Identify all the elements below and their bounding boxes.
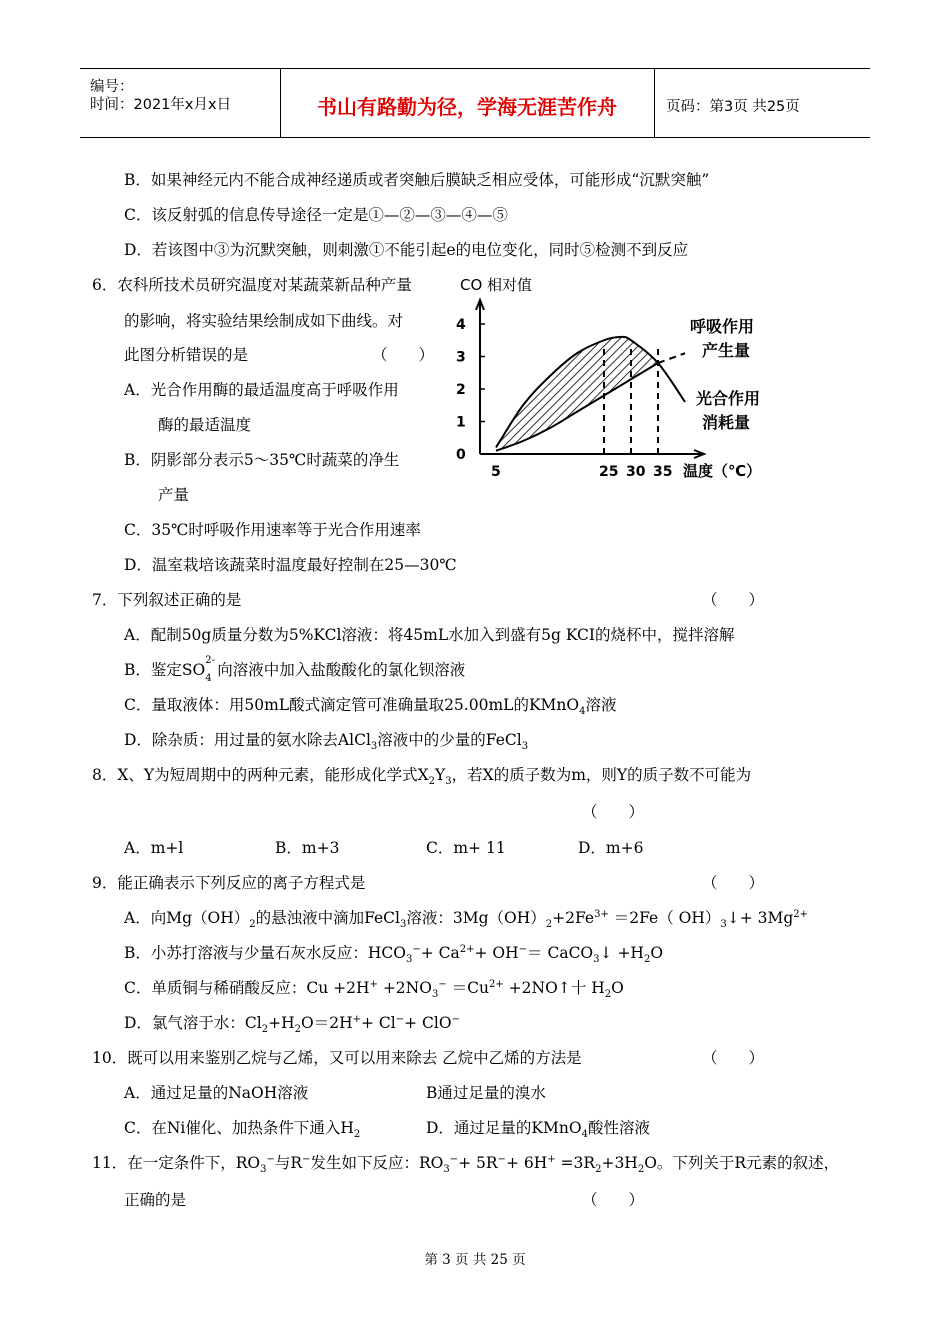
q7-stem: 7．下列叙述正确的是: [92, 591, 242, 609]
q6-option-b1: B．阴影部分表示5～35℃时蔬菜的净生: [124, 451, 400, 469]
q10-option-b: B通过足量的溴水: [426, 1084, 546, 1102]
q7d-mid: 溶液中的少量的FeCl: [377, 731, 522, 749]
q9b-p4: 2+: [459, 943, 475, 955]
q9a-t0: A．向Mg（OH）: [124, 909, 250, 927]
q9b-t5: + OH: [474, 944, 519, 962]
q10d-post: 酸性溶液: [587, 1119, 650, 1137]
q9b-s8: 3: [593, 954, 600, 966]
header-number-label: 编号：: [90, 79, 134, 95]
q5-option-d: D．若该图中③为沉默突触，则刺激①不能引起e的电位变化，同时⑤检测不到反应: [124, 241, 689, 259]
q9a-t6: +2Fe: [552, 909, 595, 927]
q8-mid: Y: [435, 766, 446, 784]
series-respiration-dashed-line: [658, 353, 685, 363]
x-tick-label: 35: [653, 464, 673, 480]
q6-option-a2: 酶的最适温度: [158, 416, 252, 434]
q9b-t3: + Ca: [420, 944, 460, 962]
q9c-t9: O: [611, 979, 624, 997]
q5-option-b: B．如果神经元内不能合成神经递质或者突触后膜缺乏相应受体，可能形成“沉默突触”: [124, 171, 710, 189]
q9a-s1: 2: [249, 919, 256, 931]
q9c-t5: ＝Cu: [446, 979, 489, 997]
q9a-s3: 3: [400, 919, 407, 931]
header-motto-cell: [280, 69, 655, 137]
q9b-t9: ↓ +H: [599, 944, 644, 962]
header-meta-cell: [80, 69, 281, 137]
q7b-post: 向溶液中加入盐酸酸化的氯化钡溶液: [217, 661, 466, 679]
q10-option-d: [426, 1118, 650, 1141]
header-date-label: 时间：2021年x月x日: [90, 97, 232, 113]
q6-option-d: D．温室栽培该蔬菜时温度最好控制在25—30℃: [124, 556, 457, 574]
q11-t16: O。下列关于R元素的叙述，: [644, 1154, 840, 1172]
q9a-p11: 2+: [793, 908, 809, 920]
q8-answer-paren: （ ）: [582, 803, 645, 821]
q9b-p6: −: [518, 943, 528, 955]
q10c-pre: C．在Ni催化、加热条件下通入H: [124, 1119, 354, 1137]
q7c-pre: C．量取液体：用50mL酸式滴定管可准确量取25.00mL的KMnO: [124, 696, 580, 714]
q11-s13: 2: [595, 1164, 602, 1176]
q8-option-c: C．m+ 11: [426, 839, 506, 857]
q10-option-c: [124, 1118, 361, 1141]
q11-s15: 2: [637, 1164, 645, 1176]
q8-option-b: B．m+3: [275, 839, 340, 857]
q11-s6: 3: [443, 1164, 450, 1176]
photosynthesis-label-line2: 消耗量: [702, 413, 751, 432]
respiration-label-line2: 产生量: [702, 341, 751, 360]
q7-option-a: A．配制50g质量分数为5%KCl溶液：将45mL水加入到盛有5g KCI的烧杯中，搅拌溶解: [124, 626, 735, 644]
q9c-p1: +: [369, 978, 378, 990]
q9c-s8: 2: [604, 989, 612, 1001]
q11-stem: [92, 1153, 840, 1176]
q6-stem-line1: 6．农科所技术员研究温度对某蔬菜新品种产量: [92, 276, 412, 294]
q10-answer-paren: （ ）: [702, 1049, 765, 1067]
q9b-p2: −: [412, 943, 421, 955]
q10-stem: 10．既可以用来鉴别乙烷与乙烯，又可以用来除去 乙烷中乙烯的方法是: [92, 1049, 582, 1067]
q11-t5: 发生如下反应：RO: [310, 1154, 444, 1172]
q7c-sub: 4: [579, 706, 586, 718]
x-tick-label: 25: [599, 464, 619, 480]
q6-chart: [440, 272, 800, 492]
q11-p2: −: [266, 1153, 275, 1165]
y-tick-label: 3: [456, 349, 466, 366]
q11-s1: 3: [260, 1164, 267, 1176]
q9a-p7: 3+: [594, 908, 609, 920]
q7-option-b: B．鉴定SO 2- 4 向溶液中加入盐酸酸化的氯化钡溶液: [124, 655, 466, 684]
q9d-p5: +: [352, 1013, 361, 1025]
q9-option-c: [124, 978, 624, 1001]
q8-option-a: A．m+l: [124, 839, 184, 857]
q10-option-a: A．通过足量的NaOH溶液: [124, 1084, 309, 1102]
chart-xlabel: 温度（℃）: [683, 462, 762, 480]
y-tick-label: 4: [456, 317, 466, 333]
q7-option-c: [124, 695, 617, 718]
q9d-p7: −: [395, 1013, 405, 1025]
q7b-pre: B．鉴定SO: [124, 661, 206, 679]
q9c-t2: +2NO: [377, 979, 432, 997]
q11-p7: −: [449, 1153, 459, 1165]
q9b-t7: ＝ CaCO: [527, 944, 594, 962]
q6-stem-line3: 此图分析错误的是: [124, 346, 249, 364]
q9d-t4: O＝2H: [301, 1014, 353, 1032]
q9a-t2: 的悬浊液中滴加FeCl: [255, 909, 400, 927]
q9b-s1: 3: [405, 954, 413, 966]
q9c-p4: −: [438, 978, 447, 990]
q11-t0: 11．在一定条件下，RO: [92, 1154, 261, 1172]
q9a-s5: 2: [545, 919, 553, 931]
q9-stem: 9．能正确表示下列反应的离子方程式是: [92, 874, 366, 892]
q6-option-a1: A．光合作用酶的最适温度高于呼吸作用: [124, 381, 399, 399]
q9d-t2: +H: [268, 1014, 295, 1032]
q7c-post: 溶液: [585, 696, 617, 714]
q9a-t4: 溶液：3Mg（OH）: [406, 909, 546, 927]
y-tick-label: 2: [456, 382, 466, 398]
page-footer: 第 3 页 共 25 页: [424, 1252, 526, 1268]
respiration-label-line1: 呼吸作用: [690, 317, 755, 336]
q8-option-d: D．m+6: [578, 839, 644, 857]
q11-p11: +: [547, 1153, 556, 1165]
q6-answer-paren: （ ）: [372, 346, 435, 364]
q9a-t10: ↓+ 3Mg: [726, 909, 794, 927]
q8-post: ，若X的质子数为m，则Y的质子数不可能为: [451, 766, 752, 784]
q11-t3: 与R: [274, 1154, 303, 1172]
q7-option-d: [124, 730, 529, 753]
q11-t12: =3R: [555, 1154, 596, 1172]
q6-option-b2: 产量: [158, 486, 190, 504]
q7d-pre: D．除杂质：用过量的氨水除去AlCl: [124, 731, 371, 749]
q6-option-c: C．35℃时呼吸作用速率等于光合作用速率: [124, 521, 421, 539]
q9d-t8: + ClO: [404, 1014, 452, 1032]
photosynthesis-label-line1: 光合作用: [696, 389, 761, 408]
q9d-t0: D．氯气溶于水：Cl: [124, 1014, 262, 1032]
q9-option-b: [124, 943, 664, 966]
q11-p4: −: [302, 1153, 311, 1165]
q9d-t6: + Cl: [361, 1014, 396, 1032]
header-motto: 书山有路勤为径，学海无涯苦作舟: [317, 95, 617, 119]
q9d-s3: 2: [294, 1024, 302, 1036]
q8-sub1: 2: [428, 776, 436, 788]
q11-answer-paren: （ ）: [582, 1191, 645, 1209]
q8-sub2: 3: [445, 776, 452, 788]
q9c-t7: +2NO↑十 H: [503, 979, 605, 997]
q10d-pre: D．通过足量的KMnO: [426, 1119, 582, 1137]
q9-answer-paren: （ ）: [702, 874, 765, 892]
q9-option-a: [124, 908, 809, 931]
q9a-s9: 3: [720, 919, 727, 931]
q7-answer-paren: （ ）: [702, 591, 765, 609]
q11-t10: + 6H: [505, 1154, 548, 1172]
q11-t14: +3H: [601, 1154, 638, 1172]
q7d-sub1: 3: [370, 741, 378, 753]
q8-pre: 8．X、Y为短周期中的两种元素，能形成化学式X: [92, 766, 429, 784]
q11-stem-line2: 正确的是: [124, 1191, 187, 1209]
q9-option-d: [124, 1013, 460, 1036]
y-tick-label: 1: [456, 414, 466, 431]
q7d-sub2: 3: [521, 741, 529, 753]
q9d-s1: 2: [261, 1024, 269, 1036]
q5-option-c: C．该反射弧的信息传导途径一定是①—②—③—④—⑤: [124, 206, 508, 224]
chart-ylabel: CO 相对值: [460, 276, 533, 294]
q9a-t8: ＝2Fe（ OH）: [608, 909, 721, 927]
q11-p9: −: [497, 1153, 506, 1165]
x-tick-label: 5: [491, 464, 501, 480]
q9b-t11: O: [650, 944, 664, 962]
q10d-sub: 4: [581, 1129, 588, 1141]
q9d-p9: −: [451, 1013, 460, 1025]
q9c-p6: 2+: [488, 978, 504, 990]
q9c-s3: 3: [431, 989, 439, 1001]
y-tick-label: 0: [456, 447, 466, 463]
q10c-sub: 2: [353, 1129, 361, 1141]
page-header: [80, 68, 870, 138]
q8-stem: [92, 765, 752, 788]
q9b-s10: 2: [643, 954, 651, 966]
q11-t8: + 5R: [458, 1154, 498, 1172]
header-page-cell: [654, 69, 870, 137]
header-page-label: 页码：第3页 共25页: [666, 99, 800, 115]
q6-stem-line2: 的影响，将实验结果绘制成如下曲线。对: [124, 312, 404, 330]
q9b-t0: B．小苏打溶液与少量石灰水反应：HCO: [124, 944, 406, 962]
x-tick-label: 30: [626, 464, 646, 480]
q9c-t0: C．单质铜与稀硝酸反应：Cu +2H: [124, 979, 370, 997]
